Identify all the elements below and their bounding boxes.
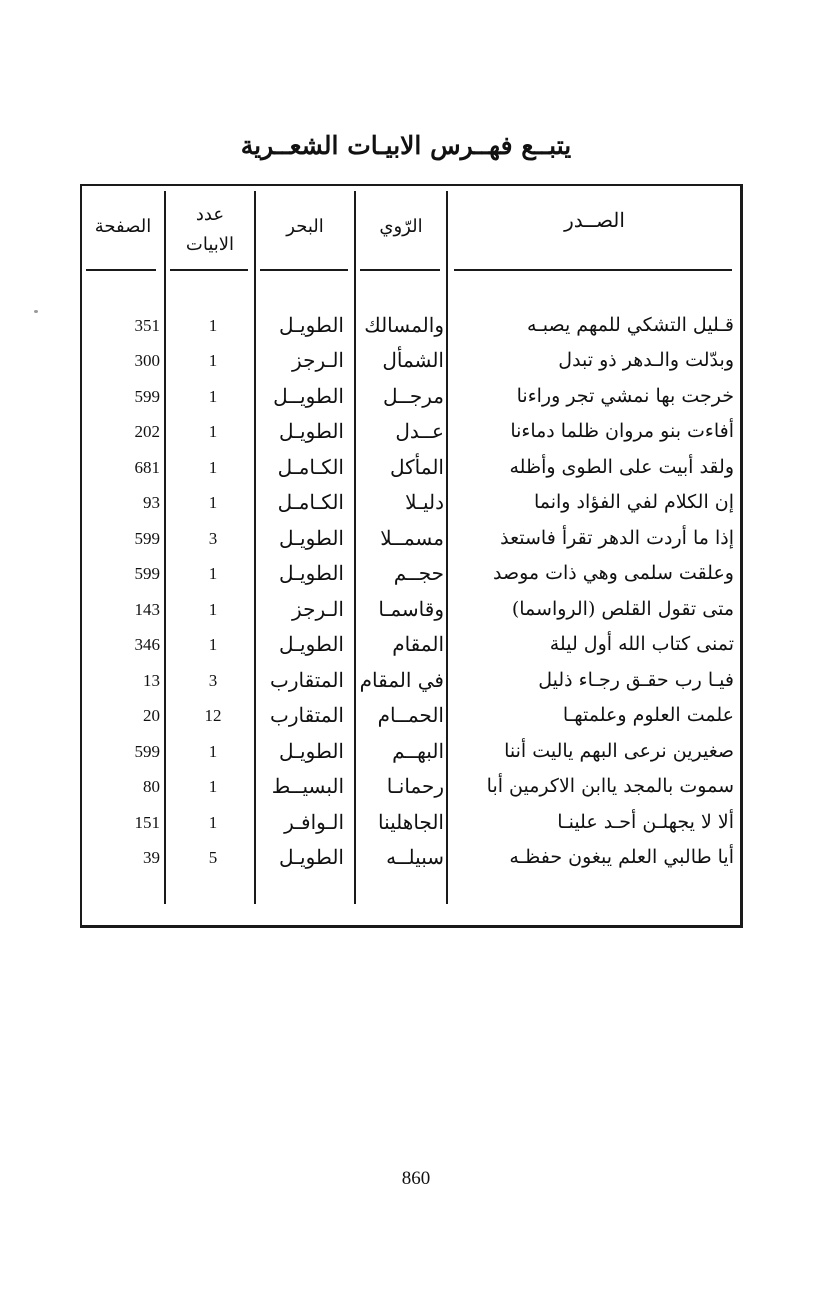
rhyme-cell: الشمأل xyxy=(382,348,444,372)
rhyme-cell: سبيلــه xyxy=(386,845,444,869)
header-rule xyxy=(454,269,732,271)
table-row xyxy=(82,805,741,840)
meter-cell: المتقارب xyxy=(270,703,344,727)
meter-cell: الـرجز xyxy=(292,348,344,372)
rhyme-cell: وقاسمـا xyxy=(378,597,444,621)
meter-cell: الكـامـل xyxy=(277,455,344,479)
table-row xyxy=(82,379,741,414)
page-cell: 599 xyxy=(134,564,160,583)
rhyme-cell: المقام xyxy=(392,632,444,656)
opening-cell: أفاءت بنو مروان ظلما دماءنا xyxy=(510,420,734,442)
page-cell: 39 xyxy=(143,848,160,867)
header-page: الصفحة xyxy=(94,216,152,237)
header-opening: الصــدر xyxy=(564,208,625,232)
rhyme-cell: مسمــلا xyxy=(380,526,444,550)
meter-cell: الطويـل xyxy=(279,419,344,443)
opening-cell: تمنى كتاب الله أول ليلة xyxy=(549,633,734,655)
count-cell: 1 xyxy=(208,742,218,761)
header-count-line2: الابيات xyxy=(185,234,235,255)
opening-cell: خرجت بها نمشي تجر وراءنا xyxy=(516,385,734,407)
rhyme-cell: البهــم xyxy=(392,739,444,763)
page-cell: 20 xyxy=(143,706,160,725)
opening-cell: ولقد أبيت على الطوى وأظله xyxy=(509,456,734,478)
table-row xyxy=(82,521,741,556)
count-cell: 1 xyxy=(208,316,218,335)
rhyme-cell: حجــم xyxy=(393,561,444,585)
header-rhyme: الرّوي xyxy=(379,216,423,237)
page-cell: 202 xyxy=(134,422,160,441)
rhyme-cell: عــدل xyxy=(395,419,444,443)
page-cell: 151 xyxy=(134,813,160,832)
count-cell: 1 xyxy=(208,351,218,370)
opening-cell: علمت العلوم وعلمتهـا xyxy=(562,704,734,726)
count-cell: 1 xyxy=(208,600,218,619)
table-row xyxy=(82,698,741,733)
opening-cell: فيـا رب حقـق رجـاء ذليل xyxy=(538,669,734,691)
meter-cell: الطويـل xyxy=(279,739,344,763)
rhyme-cell: الجاهلينا xyxy=(378,810,444,834)
rhyme-cell: المأكل xyxy=(390,455,444,479)
page-cell: 13 xyxy=(143,671,160,690)
opening-cell: قـليل التشكي للمهم يصبـه xyxy=(527,314,734,336)
header-rule xyxy=(170,269,248,271)
header-verse-count xyxy=(166,186,254,276)
poetry-index-table xyxy=(80,184,743,928)
rhyme-cell: رحمانـا xyxy=(386,774,444,798)
table-row xyxy=(82,627,741,662)
table-row xyxy=(82,556,741,591)
page-cell: 93 xyxy=(143,493,160,512)
count-cell: 1 xyxy=(208,422,218,441)
table-row xyxy=(82,663,741,698)
meter-cell: المتقارب xyxy=(270,668,344,692)
rhyme-cell: دليـلا xyxy=(405,490,444,514)
opening-cell: سموت بالمجد ياابن الاكرمين أبا xyxy=(486,775,734,797)
header-rule xyxy=(360,269,440,271)
page-cell: 143 xyxy=(134,600,160,619)
table-row xyxy=(82,450,741,485)
count-cell: 12 xyxy=(204,706,222,725)
page-cell: 346 xyxy=(134,635,160,654)
page-number: 860 xyxy=(401,1168,431,1189)
rhyme-cell: مرجــل xyxy=(383,384,444,408)
table-row xyxy=(82,414,741,449)
header-rule xyxy=(86,269,156,271)
page-cell: 599 xyxy=(134,387,160,406)
meter-cell: الطويـل xyxy=(279,561,344,585)
opening-cell: وبدّلت والـدهر ذو تبدل xyxy=(558,349,734,371)
meter-cell: الطويـل xyxy=(279,632,344,656)
opening-cell: إن الكلام لفي الفؤاد وانما xyxy=(533,491,734,513)
meter-cell: الطويـل xyxy=(279,845,344,869)
scan-speck xyxy=(34,310,38,313)
page-cell: 80 xyxy=(143,777,160,796)
count-cell: 1 xyxy=(208,777,218,796)
header-meter: البحر xyxy=(286,216,324,237)
rhyme-cell: والمسالك xyxy=(364,313,444,337)
rhyme-cell: في المقام xyxy=(359,668,444,692)
opening-cell: ألا لا يجهلـن أحـد علينـا xyxy=(557,811,734,833)
table-row xyxy=(82,840,741,875)
opening-cell: أيا طالبي العلم يبغون حفظـه xyxy=(509,846,734,868)
page-cell: 351 xyxy=(134,316,160,335)
meter-cell: الطويـل xyxy=(279,313,344,337)
meter-cell: الـوافـر xyxy=(284,810,344,834)
count-cell: 1 xyxy=(208,813,218,832)
opening-cell: صغيرين نرعى البهم ياليت أننا xyxy=(504,740,734,762)
table-row xyxy=(82,343,741,378)
header-rule xyxy=(260,269,348,271)
table-row xyxy=(82,308,741,343)
page-cell: 300 xyxy=(134,351,160,370)
count-cell: 1 xyxy=(208,458,218,477)
page-cell: 681 xyxy=(134,458,160,477)
count-cell: 3 xyxy=(208,529,218,548)
page-cell: 599 xyxy=(134,529,160,548)
count-cell: 1 xyxy=(208,635,218,654)
table-row xyxy=(82,592,741,627)
count-cell: 1 xyxy=(208,387,218,406)
rhyme-cell: الحمــام xyxy=(377,703,444,727)
page-cell: 599 xyxy=(134,742,160,761)
count-cell: 1 xyxy=(208,564,218,583)
page-title: يتبــع فهــرس الابيـات الشعــرية xyxy=(240,131,572,160)
meter-cell: الطويـل xyxy=(279,526,344,550)
count-cell: 1 xyxy=(208,493,218,512)
meter-cell: الكـامـل xyxy=(277,490,344,514)
count-cell: 5 xyxy=(208,848,218,867)
opening-cell: إذا ما أردت الدهر تقرأ فاستعذ xyxy=(500,527,734,549)
count-cell: 3 xyxy=(208,671,218,690)
header-count-line1: عدد xyxy=(195,204,225,225)
meter-cell: الـرجز xyxy=(292,597,344,621)
table-row xyxy=(82,485,741,520)
meter-cell: الطويــل xyxy=(273,384,344,408)
meter-cell: البسيــط xyxy=(271,774,344,798)
table-row xyxy=(82,734,741,769)
opening-cell: وعلقت سلمى وهي ذات موصد xyxy=(492,562,734,584)
table-row xyxy=(82,769,741,804)
opening-cell: متى تقول القلص (الرواسما) xyxy=(511,598,734,620)
